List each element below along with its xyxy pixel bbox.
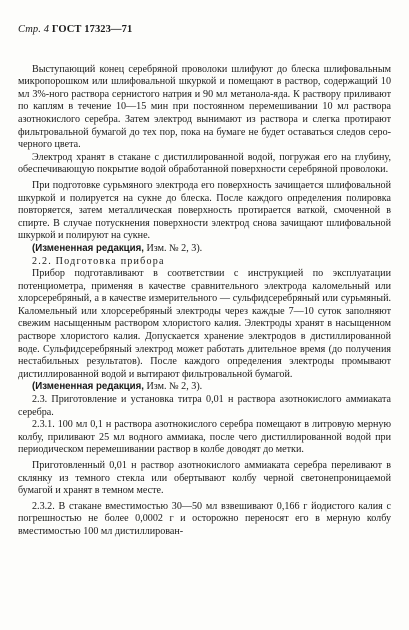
paragraph: При подготовке сурьмяного электрода его поверхность зачищается шлифовальной шкуркой и полируется на сукне до блеска. После каждого определения полировка повторяется, затем металлическая поверхность протирается ваткой, смоченной в спирте. В случае потускнения поверхности электрод снова зачищают шлифовальной шкуркой и полируют на сукне. [18,179,391,242]
amendment-note [18,243,391,256]
amendment-label: (Измененная редакция, [32,381,144,393]
section-heading: 2.2. Подготовка прибора [32,255,165,267]
amendment-note [18,381,391,394]
standard-code: ГОСТ 17323—71 [51,24,133,35]
amendment-label: (Измененная редакция, [32,242,144,254]
paragraph: Прибор подготавливают в соответствии с инструкцией по эксплуатации потенциометра, применяя в качестве сравнительного электрода каломельный или хлорсеребряный, а в качестве измерительного — сульфидсеребряный или сурьмяный. Каломельный или хлорсеребряный электроды через каждые 7—10 суток заполняют свежим насыщенным раствором хлористого калия. Электроды хранят в насыщенном растворе хлористого калия. Допускается хранение электродов в дистиллированной воде. Сульфидсеребряный электрод может работать длительное время (до получения нестабильных результатов). После каждого определения электроды промывают дистиллированной водой и вытирают фильтровальной бумагой. [18,268,391,380]
paragraph: Выступающий конец серебряной проволоки шлифуют до блеска шлифовальным микропорошком или шлифовальной шкуркой и помещают в раствор, содержащий 10 мл 3%-ного раствора сернистого натрия и 90 мл метанола-яда. К раствору приливают по каплям в течение 10—15 мин при постоянном перемешивании 10 мл раствора азотнокислого серебра. Затем электрод вынимают из раствора и слегка протирают фильтровальной бумагой до тех пор, пока на бумаге не будет оставаться следов серо-черного цвета. [18,63,391,151]
paragraph: Электрод хранят в стакане с дистиллированной водой, погружая его на глубину, обеспечивающую покрытие водой обработанной поверхности серебряной проволоки. [18,151,391,176]
paragraph: Приготовленный 0,01 н раствор азотнокислого аммиаката серебра переливают в склянку из темного стекла или обертывают колбу черной светонепроницаемой бумагой и хранят в темном месте. [18,460,391,497]
amendment-ref: Изм. № 2, 3). [143,381,203,393]
page-number: Стр. 4 [18,24,50,35]
amendment-ref: Изм. № 2, 3). [143,242,203,254]
paragraph: 2.3.1. 100 мл 0,1 н раствора азотнокислого серебра помещают в литровую мерную колбу, приливают 25 мл водного аммиака, после чего дистиллированной водой при периодическом перемешивании раствор в колбе доводят до метки. [18,419,391,456]
paragraph: 2.3.2. В стакане вместимостью 30—50 мл взвешивают 0,166 г йодистого калия с погрешностью не более 0,0002 г и осторожно переносят его в мерную колбу вместимостью 100 мл дистиллирован- [18,500,391,537]
paragraph: 2.3. Приготовление и установка титра 0,01 н раствора азотнокислого аммиаката серебра. [18,394,391,418]
page-header [18,24,391,37]
